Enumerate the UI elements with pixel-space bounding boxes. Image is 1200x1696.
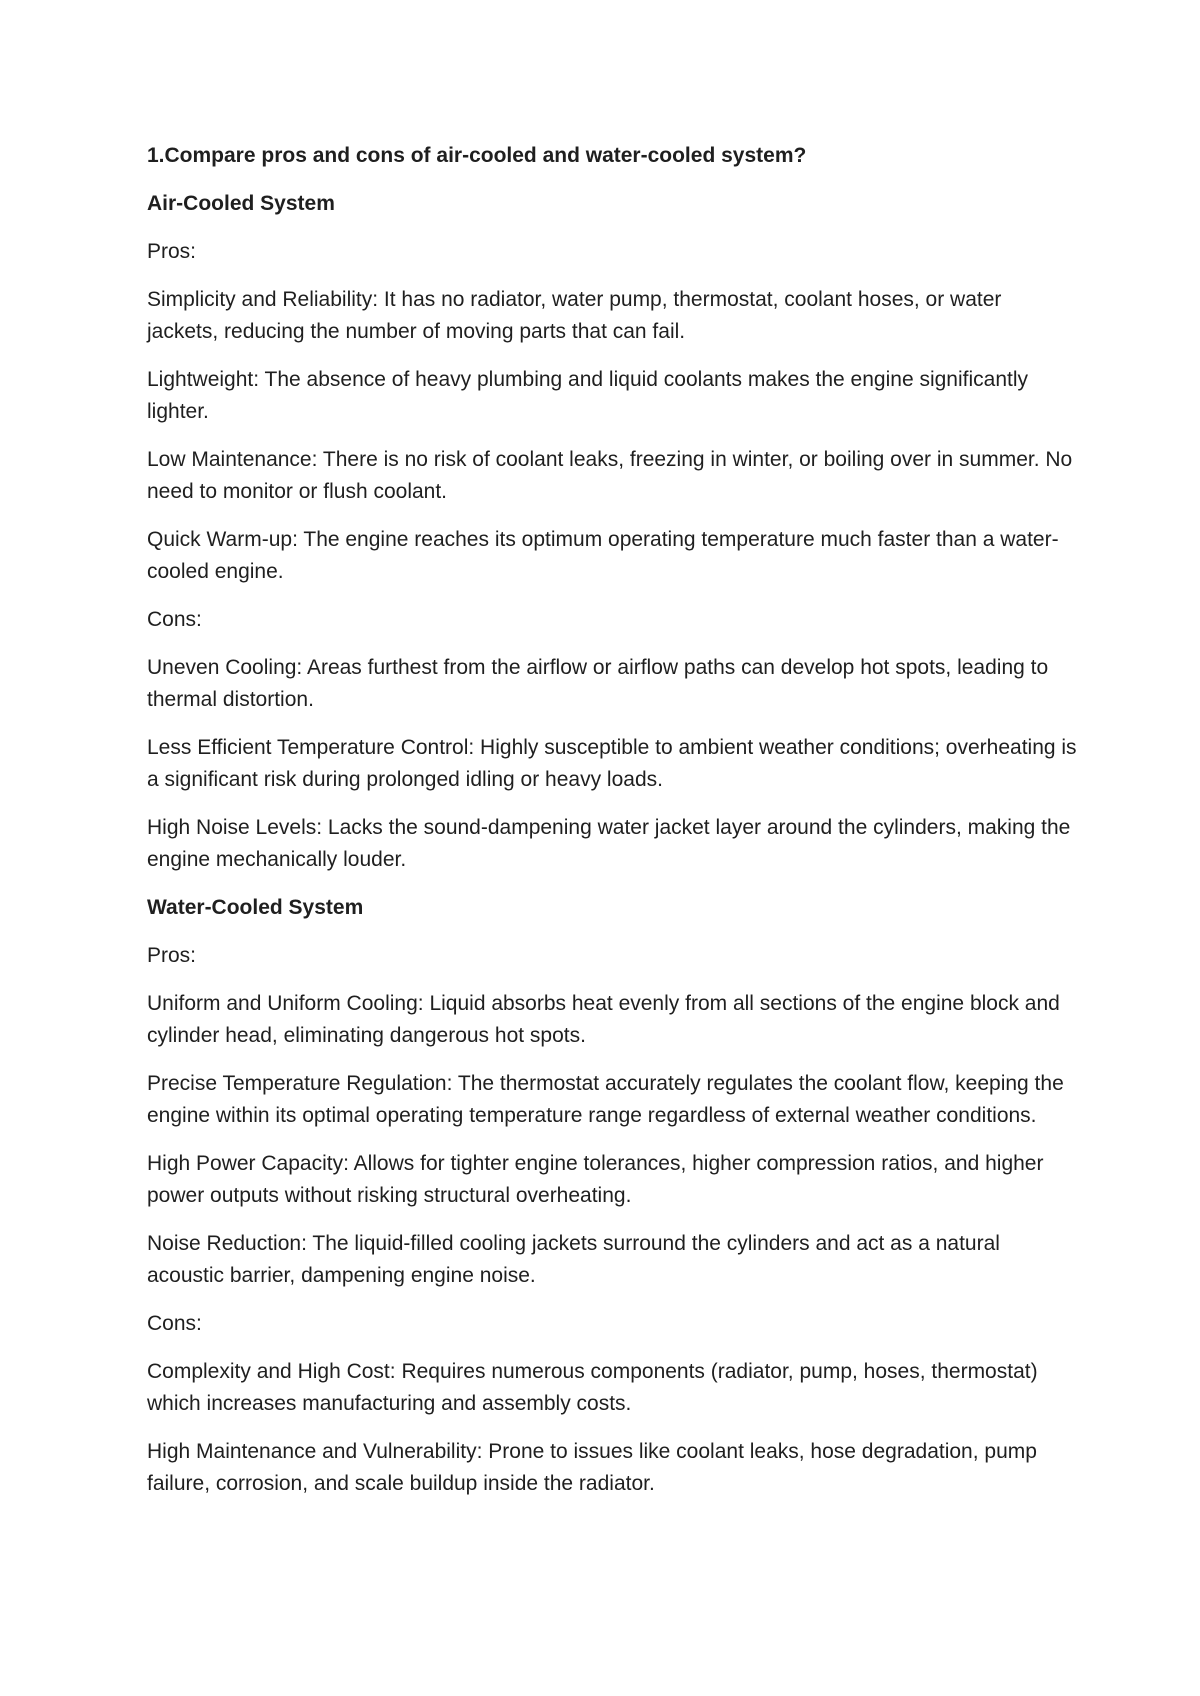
air-cooled-pro-item: Lightweight: The absence of heavy plumbing and liquid coolants makes the engine significantly lighter. — [147, 368, 1029, 423]
water-cooled-title: Water-Cooled System — [147, 896, 364, 919]
air-cooled-title: Air-Cooled System — [147, 192, 335, 215]
water-cooled-pro-item: High Power Capacity: Allows for tighter engine tolerances, higher compression ratios, and higher power outputs without risking structural overheating. — [147, 1152, 1044, 1207]
air-cooled-pros-label: Pros: — [147, 240, 197, 263]
question-heading: 1.Compare pros and cons of air-cooled and water-cooled system? — [147, 144, 807, 167]
water-cooled-cons-label: Cons: — [147, 1312, 202, 1335]
water-cooled-pro-item: Noise Reduction: The liquid-filled cooling jackets surround the cylinders and act as a natural acoustic barrier, dampening engine noise. — [147, 1232, 1000, 1287]
air-cooled-pro-item: Low Maintenance: There is no risk of coolant leaks, freezing in winter, or boiling over in summer. No need to monitor or flush coolant. — [147, 448, 1073, 503]
air-cooled-con-item: Less Efficient Temperature Control: Highly susceptible to ambient weather conditions; overheating is a significant risk during prolonged idling or heavy loads. — [147, 736, 1077, 791]
air-cooled-pro-item: Simplicity and Reliability: It has no radiator, water pump, thermostat, coolant hoses, or water jackets, reducing the number of moving parts that can fail. — [147, 288, 1002, 343]
air-cooled-cons-label: Cons: — [147, 608, 202, 631]
document-page — [147, 140, 1077, 1516]
air-cooled-con-item: Uneven Cooling: Areas furthest from the airflow or airflow paths can develop hot spots, leading to thermal distortion. — [147, 656, 1049, 711]
air-cooled-pro-item: Quick Warm-up: The engine reaches its optimum operating temperature much faster than a water-cooled engine. — [147, 528, 1059, 583]
water-cooled-pros-label: Pros: — [147, 944, 197, 967]
water-cooled-con-item: Complexity and High Cost: Requires numerous components (radiator, pump, hoses, thermostat) which increases manufacturing and assembly costs. — [147, 1360, 1038, 1415]
air-cooled-con-item: High Noise Levels: Lacks the sound-dampening water jacket layer around the cylinders, making the engine mechanically louder. — [147, 816, 1071, 871]
water-cooled-pro-item: Precise Temperature Regulation: The thermostat accurately regulates the coolant flow, keeping the engine within its optimal operating temperature range regardless of external weather conditions. — [147, 1072, 1064, 1127]
water-cooled-con-item: High Maintenance and Vulnerability: Prone to issues like coolant leaks, hose degradation, pump failure, corrosion, and scale buildup inside the radiator. — [147, 1440, 1037, 1495]
water-cooled-pro-item: Uniform and Uniform Cooling: Liquid absorbs heat evenly from all sections of the engine block and cylinder head, eliminating dangerous hot spots. — [147, 992, 1060, 1047]
